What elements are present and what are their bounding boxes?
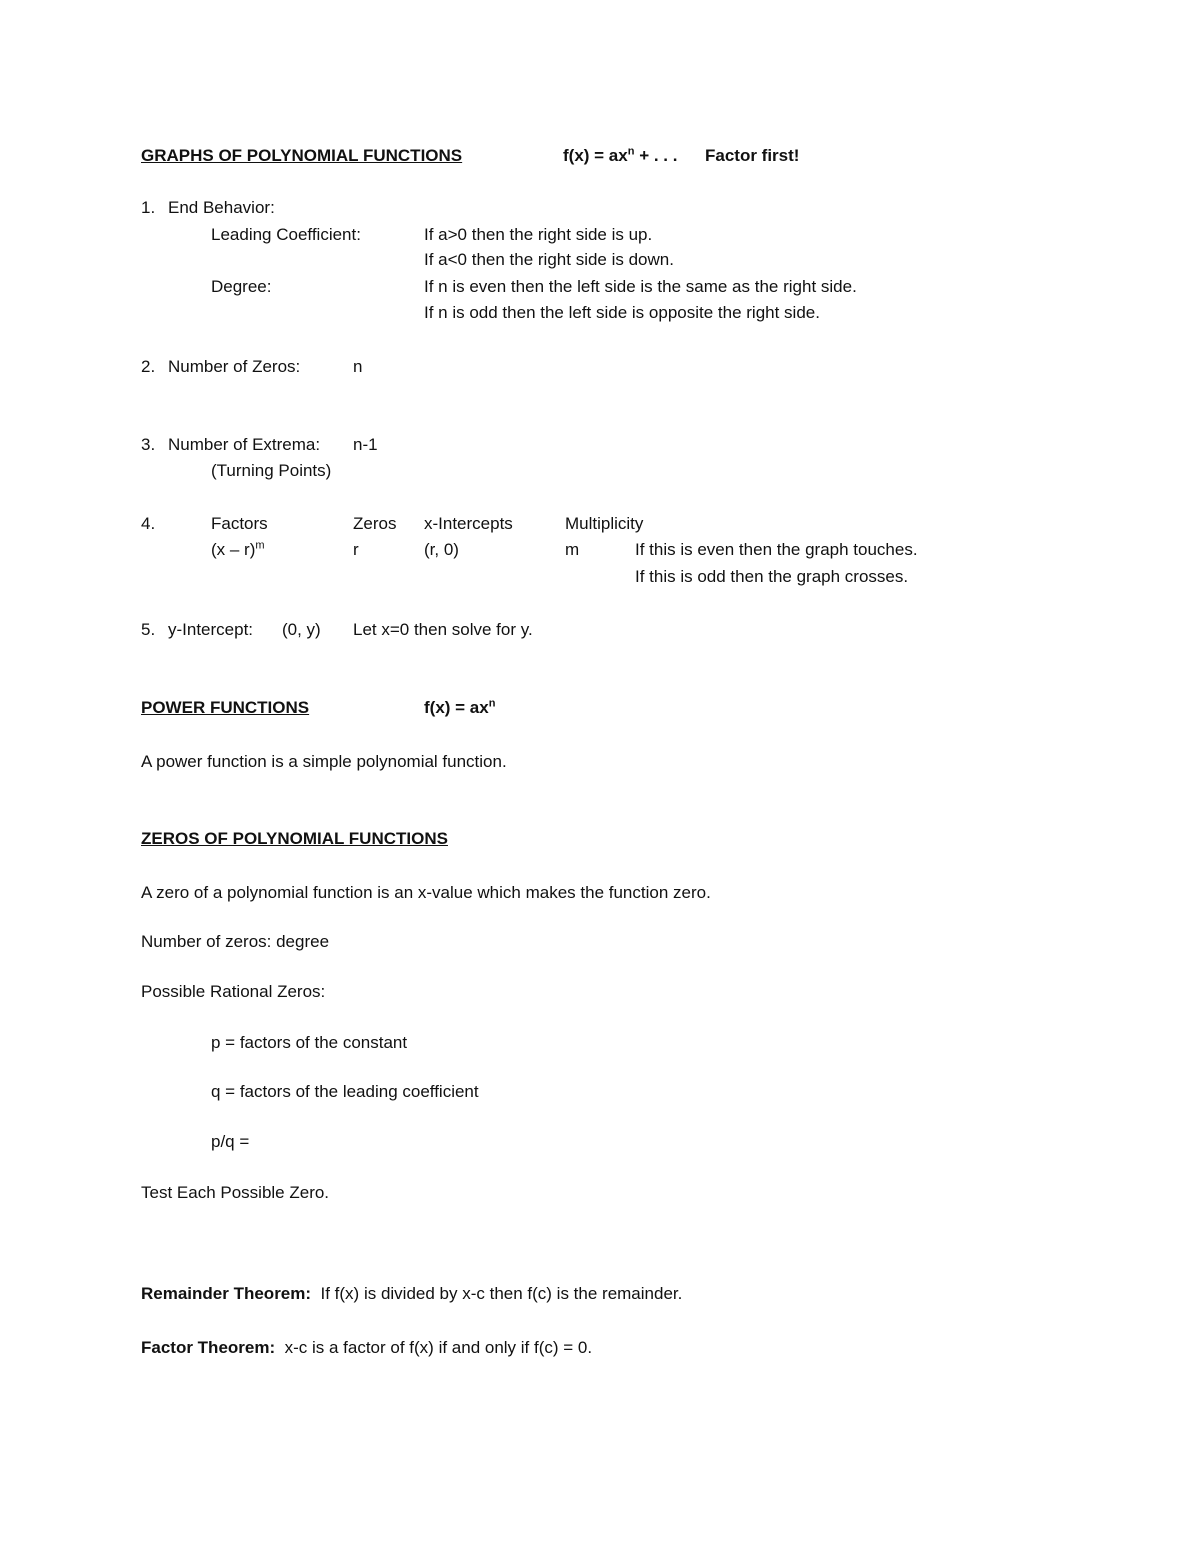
factor-exponent: m <box>255 539 265 552</box>
remainder-theorem <box>141 1284 682 1304</box>
item-2-value: n <box>353 357 363 376</box>
remainder-theorem-text: If f(x) is divided by x-c then f(c) is the remainder. <box>320 1284 683 1303</box>
leading-down-rule: If a<0 then the right side is down. <box>424 250 674 269</box>
formula-exponent: n <box>627 145 635 158</box>
power-formula <box>424 698 495 718</box>
header-zeros: Zeros <box>353 514 397 533</box>
section-title-power: POWER FUNCTIONS <box>141 698 310 717</box>
item-1-label: End Behavior: <box>168 198 275 217</box>
item-5-note: Let x=0 then solve for y. <box>353 620 533 639</box>
header-factors: Factors <box>211 514 268 533</box>
multiplicity-value: m <box>565 540 580 559</box>
remainder-theorem-label: Remainder Theorem: <box>141 1284 312 1303</box>
power-description: A power function is a simple polynomial function. <box>141 752 507 771</box>
power-formula-base: f(x) = ax <box>424 698 489 717</box>
item-1-number: 1. <box>141 198 156 217</box>
possible-rational-zeros: Possible Rational Zeros: <box>141 982 326 1001</box>
degree-even-rule: If n is even then the left side is the same as the right side. <box>424 277 857 296</box>
even-touches-note: If this is even then the graph touches. <box>635 540 918 559</box>
degree-label: Degree: <box>211 277 272 296</box>
section-title-zeros: ZEROS OF POLYNOMIAL FUNCTIONS <box>141 829 448 848</box>
item-3-label: Number of Extrema: <box>168 435 321 454</box>
factor-theorem-label: Factor Theorem: <box>141 1338 276 1357</box>
item-5-label: y-Intercept: <box>168 620 254 639</box>
factor-base: (x – r) <box>211 540 256 559</box>
zero-value: r <box>353 540 359 559</box>
item-2-number: 2. <box>141 357 156 376</box>
intercept-value: (r, 0) <box>424 540 459 559</box>
item-5-point: (0, y) <box>282 620 321 639</box>
power-formula-exponent: n <box>488 697 496 710</box>
factor-theorem-text: x-c is a factor of f(x) if and only if f(c) = 0. <box>284 1338 593 1357</box>
polynomial-formula <box>563 146 677 166</box>
header-multiplicity: Multiplicity <box>565 514 644 533</box>
zeros-count: Number of zeros: degree <box>141 932 330 951</box>
factor-first-note: Factor first! <box>705 146 800 165</box>
item-3-number: 3. <box>141 435 156 454</box>
item-4-number: 4. <box>141 514 156 533</box>
item-3-value: n-1 <box>353 435 378 454</box>
test-each-zero: Test Each Possible Zero. <box>141 1183 330 1202</box>
item-5-number: 5. <box>141 620 156 639</box>
formula-base: f(x) = ax <box>563 146 628 165</box>
factor-theorem <box>141 1338 592 1358</box>
factor-form <box>211 540 265 560</box>
leading-coefficient-label: Leading Coefficient: <box>211 225 361 244</box>
header-intercepts: x-Intercepts <box>424 514 513 533</box>
formula-rest: + . . . <box>634 146 678 165</box>
item-2-label: Number of Zeros: <box>168 357 301 376</box>
q-definition: q = factors of the leading coefficient <box>211 1082 479 1101</box>
p-definition: p = factors of the constant <box>211 1033 408 1052</box>
leading-up-rule: If a>0 then the right side is up. <box>424 225 653 244</box>
item-3-sub: (Turning Points) <box>211 461 332 480</box>
degree-odd-rule: If n is odd then the left side is opposite the right side. <box>424 303 820 322</box>
section-title-graphs: GRAPHS OF POLYNOMIAL FUNCTIONS <box>141 146 463 165</box>
pq-definition: p/q = <box>211 1132 250 1151</box>
odd-crosses-note: If this is odd then the graph crosses. <box>635 567 909 586</box>
zeros-description: A zero of a polynomial function is an x-value which makes the function zero. <box>141 883 711 902</box>
